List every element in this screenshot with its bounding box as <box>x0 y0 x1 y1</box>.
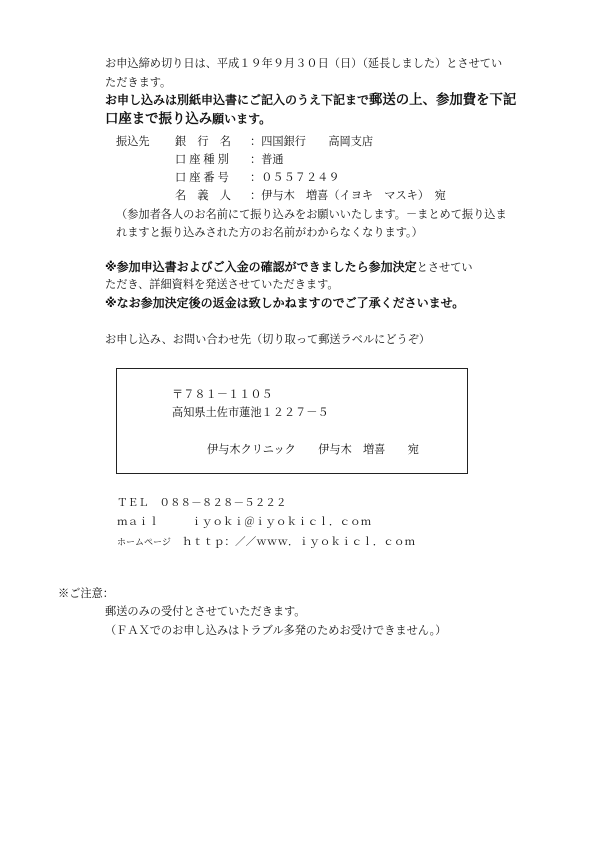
confirm-line-2: ただき、詳細資料を発送させていただきます。 <box>105 278 339 291</box>
instruction-text-b: 郵送の上、参加費を下記 <box>369 93 517 108</box>
instruction-text-a: お申し込みは別紙申込書にご記入のうえ下記まで <box>105 93 370 107</box>
deadline-line-1: お申込締め切り日は、平成１９年９月３０日（日）（延長しました）とさせてい <box>105 57 503 70</box>
contact-email: ｍａｉｌ ｉｙｏｋｉ＠ｉｙｏｋｉｃｌ．ｃｏｍ <box>117 516 372 528</box>
instruction-line-2 <box>105 113 271 126</box>
bank-heading: 振込先 <box>116 135 150 148</box>
refund-notice: ※なお参加決定後の返金は致しかねますのでご了承くださいませ。 <box>105 296 465 310</box>
deadline-line-2: ただきます。 <box>105 76 172 89</box>
account-number-label: 口座番号 <box>175 171 232 184</box>
account-type-label: 口座種別 <box>175 153 232 166</box>
homepage-url: ｈｔｔｐ：／／ｗｗｗ．ｉｙｏｋｉｃｌ．ｃｏｍ <box>182 536 416 548</box>
caution-line-1: 郵送のみの受付とさせていただきます。 <box>105 605 306 618</box>
caution-line-2: （ＦＡＸでのお申し込みはトラブル多発のためお受けできません。） <box>105 624 447 637</box>
confirm-line-1 <box>105 261 473 273</box>
bank-name-label: 銀 行 名 <box>175 135 231 148</box>
instruction-line-1 <box>105 94 516 107</box>
account-holder-label: 名 義 人 <box>175 189 231 202</box>
confirm-text-a: ※参加申込書およびご入金の確認ができましたら参加決定 <box>105 260 417 274</box>
note-line-2: れますと振り込みされた方のお名前がわからなくなります。） <box>116 226 423 239</box>
instruction-text-c: 口座まで振り込み <box>105 112 213 127</box>
caution-heading: ※ご注意： <box>58 587 114 600</box>
recipient: 伊与木クリニック 伊与木 増喜 宛 <box>207 443 419 456</box>
account-type-value: ：普通 <box>250 153 284 166</box>
account-holder-value: ：伊与木 増喜（イヨキ マスキ） 宛 <box>250 189 446 202</box>
contact-homepage <box>117 536 415 548</box>
homepage-label: ホームページ <box>117 538 171 548</box>
mailing-label-box <box>116 368 468 474</box>
note-line-1: （参加者各人のお名前にて振り込みをお願いいたします。－まとめて振り込ま <box>116 208 507 221</box>
contact-heading: お申し込み、お問い合わせ先（切り取って郵送ラベルにどうぞ） <box>105 333 431 346</box>
account-number-value: ：０５５７２４９ <box>250 171 340 184</box>
address: 高知県土佐市蓮池１２２７－５ <box>172 406 329 419</box>
contact-tel: ＴＥＬ ０８８－８２８－５２２２ <box>117 497 287 509</box>
bank-name-value: ：四国銀行 高岡支店 <box>250 135 374 148</box>
confirm-text-b: とさせてい <box>416 261 473 274</box>
postal-code: 〒７８１－１１０５ <box>172 388 273 401</box>
instruction-text-d: 願います。 <box>212 112 272 126</box>
